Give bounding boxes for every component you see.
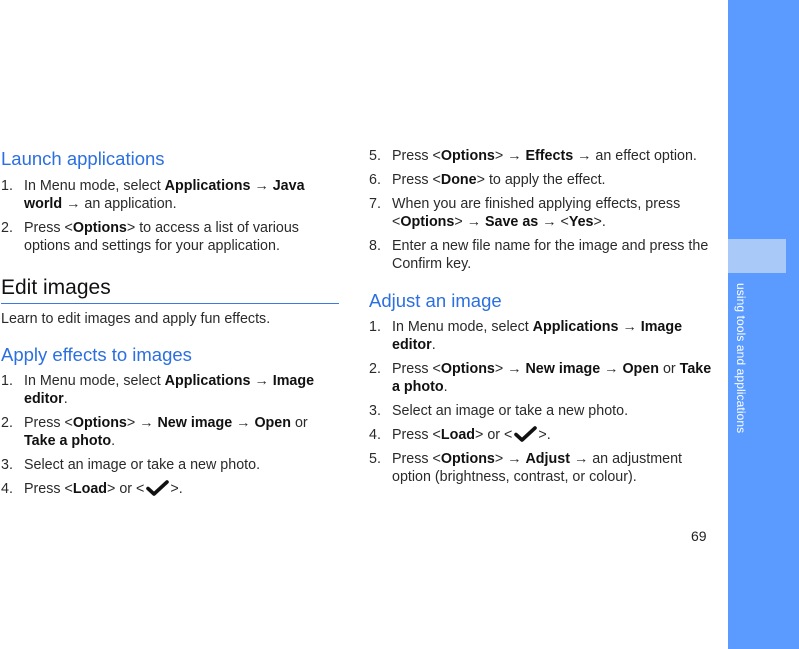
list-item: 4. Press <Load> or < >. [1,481,183,497]
list-item: 4. Press <Load> or < >. [369,427,551,443]
list-item: 7. When you are finished applying effects, press <Options> → Save as → <Yes>. [369,196,681,230]
list-item: 5. Press <Options> → Adjust → an adjustment option (brightness, contrast, or colour). [369,451,683,485]
list-item: 1. In Menu mode, select Applications → Image editor. [1,373,315,407]
list-item: 2. Press <Options> to access a list of various options and settings for your application. [1,220,299,254]
list-item: 1. In Menu mode, select Applications → Java world → an application. [1,178,305,212]
launch-heading: Launch applications [1,148,165,169]
list-item: 2. Press <Options> → New image → Open or Take a photo. [369,361,712,395]
apply-heading: Apply effects to images [1,344,192,365]
list-item: 2. Press <Options> → New image → Open or Take a photo. [1,415,308,449]
list-item: 5. Press <Options> → Effects → an effect option. [369,148,697,164]
right-column [369,147,714,486]
list-item: 6. Press <Done> to apply the effect. [369,172,606,188]
list-item: 1. In Menu mode, select Applications → Image editor. [369,319,683,353]
adjust-steps [369,318,714,486]
edit-intro: Learn to edit images and apply fun effects. [1,311,271,327]
list-item: 3. Select an image or take a new photo. [1,457,261,473]
checkmark-icon [512,426,538,442]
apply-steps [1,372,343,498]
edit-heading: Edit images [1,275,339,304]
left-column [1,148,343,498]
page-number: 69 [691,528,707,544]
list-item: 8. Enter a new file name for the image and press the Confirm key. [369,238,709,272]
section-label: using tools and applications [734,283,748,434]
apply-steps-continued [369,147,714,273]
checkmark-icon [144,480,170,496]
sidebar-tab [728,239,786,273]
adjust-heading: Adjust an image [369,290,502,311]
list-item: 3. Select an image or take a new photo. [369,403,629,419]
launch-steps [1,177,343,255]
